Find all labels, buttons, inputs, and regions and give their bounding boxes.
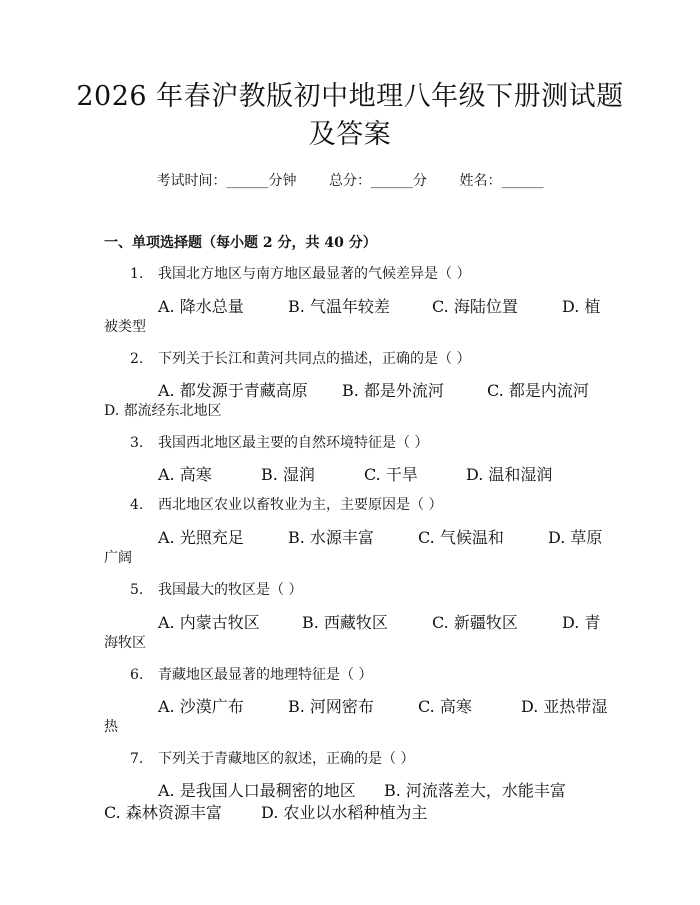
question-number: 1. [130,266,144,282]
option-c: C. 高寒 [418,697,472,716]
question-stem: 下列关于青藏地区的叙述，正确的是（ ） [158,751,415,767]
question-number: 5. [130,582,144,598]
option-d: D. 青 [562,613,601,632]
option-d: D. 植 [562,297,601,316]
exam-time: 考试时间：______分钟 [156,173,297,189]
student-name: 姓名：______ [459,173,544,189]
question-number: 6. [130,667,144,683]
option-a: A. 都发源于青藏高原 [158,381,308,400]
title-line-1: 2026 年春沪教版初中地理八年级下册测试题 [76,81,624,112]
option-b: B. 西藏牧区 [302,613,388,632]
option-d: D. 温和湿润 [466,465,553,484]
question-stem: 青藏地区最显著的地理特征是（ ） [158,667,373,683]
option-wrap: 广阔 [104,550,132,566]
option-b: B. 河网密布 [288,697,374,716]
option-d: D. 亚热带湿 [521,697,608,716]
option-wrap: 热 [104,719,118,735]
option-a: A. 降水总量 [158,297,244,316]
question-number: 7. [130,751,144,767]
option-wrap: 海牧区 [104,635,146,651]
option-b: B. 都是外流河 [342,381,444,400]
question-1 [130,263,470,283]
question-number: 3. [130,435,144,451]
question-3 [130,432,428,452]
question-stem: 我国北方地区与南方地区最显著的气候差异是（ ） [158,266,471,282]
option-b: B. 湿润 [261,465,315,484]
question-5 [130,579,302,599]
option-a: A. 是我国人口最稠密的地区 [158,781,356,800]
option-b: B. 河流落差大，水能丰富 [384,781,566,800]
option-b: B. 水源丰富 [288,528,374,547]
option-c: C. 干旱 [364,465,418,484]
option-a: A. 高寒 [158,465,212,484]
option-c: C. 气候温和 [418,528,504,547]
option-c: C. 都是内流河 [487,381,589,400]
title-line-2: 及答案 [308,119,392,150]
question-stem: 下列关于长江和黄河共同点的描述，正确的是（ ） [158,351,471,367]
question-2 [130,348,470,368]
option-c: C. 新疆牧区 [432,613,518,632]
question-stem: 我国西北地区最主要的自然环境特征是（ ） [158,435,429,451]
option-d: D. 农业以水稻种植为主 [261,803,428,822]
question-number: 4. [130,497,144,513]
option-wrap: 被类型 [104,319,146,335]
option-wrap: D. 都流经东北地区 [104,403,222,419]
question-stem: 西北地区农业以畜牧业为主，主要原因是（ ） [158,497,443,513]
section-heading: 一、单项选择题（每小题 2 分，共 40 分） [104,235,377,251]
exam-meta [0,170,700,190]
question-6 [130,664,372,684]
option-a: A. 光照充足 [158,528,244,547]
page-title [60,78,640,154]
question-4 [130,494,442,514]
option-d: D. 草原 [548,528,603,547]
option-a: A. 内蒙古牧区 [158,613,260,632]
option-c: C. 森林资源丰富 [104,803,222,822]
question-7 [130,748,414,768]
total-score: 总分：______分 [329,173,427,189]
option-c: C. 海陆位置 [432,297,518,316]
option-a: A. 沙漠广布 [158,697,244,716]
question-number: 2. [130,351,144,367]
question-stem: 我国最大的牧区是（ ） [158,582,303,598]
option-b: B. 气温年较差 [288,297,390,316]
